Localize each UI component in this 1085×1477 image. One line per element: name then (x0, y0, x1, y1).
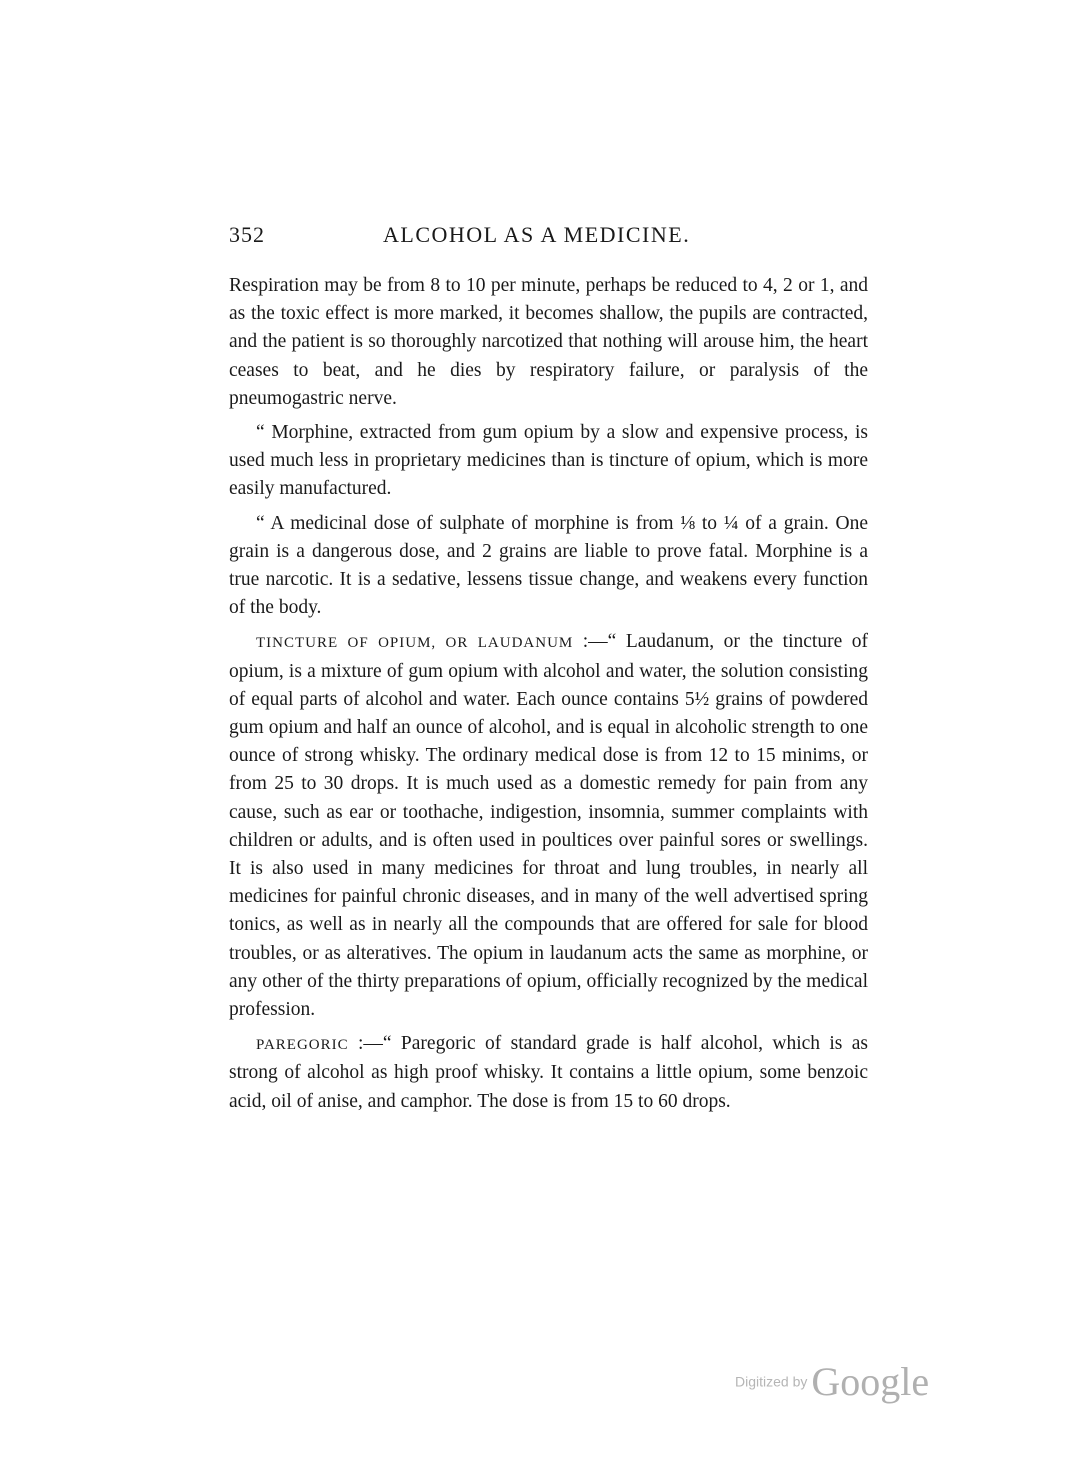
paragraph-laudanum (229, 628, 868, 1024)
chapter-title: ALCOHOL AS A MEDICINE. (383, 222, 691, 247)
paragraph-respiration (229, 272, 868, 413)
body-text (229, 272, 868, 1122)
digitized-label: Digitized by (735, 1373, 808, 1390)
running-head (229, 222, 869, 252)
paragraph-morphine (229, 419, 868, 504)
section-heading-paregoric: PAREGORIC (256, 1037, 349, 1054)
google-logo: Google (811, 1359, 930, 1404)
paragraph-text: “ Morphine, extracted from gum opium by a slow and expensive process, is used much less in proprietary medicines than is tincture of opium, which is more easily manufactured. (229, 422, 868, 500)
digitized-watermark (735, 1358, 965, 1408)
paragraph-text: “ A medicinal dose of sulphate of morphine is from ⅛ to ¼ of a grain. One grain is a dangerous dose, and 2 grains are liable to prove fatal. Morphine is a true narcotic. It is a sedative, lessens tissue change, and weakens every function of the body. (229, 512, 868, 619)
paragraph-text: Respiration may be from 8 to 10 per minute, perhaps be reduced to 4, 2 or 1, and as the toxic effect is more marked, it becomes shallow, the pupils are contracted, and the patient is so thoroughly narcotized that nothing will arouse him, the heart ceases to beat, and he dies by respiratory failure, or paralysis of the pneumogastric nerve. (229, 275, 868, 409)
paragraph-text: :—“ Laudanum, or the tincture of opium, is a mixture of gum opium with alcohol and water, the solution consisting of equal parts of alcohol and water. Each ounce contains 5½ grains of powdered gum opium and half an ounce of alcohol, and is equal in alcoholic strength to one ounce of strong whisky. The ordinary medical dose is from 12 to 15 minims, or from 25 to 30 drops. It is much used as a domestic remedy for pain from any cause, such as ear or toothache, indigestion, insomnia, summer complaints with children or adults, and is often used in poultices over painful sores or swellings. It is also used in many medicines for throat and lung troubles, in nearly all medicines for painful chronic diseases, and in many of the well advertised spring tonics, as well as in nearly all the compounds that are offered for sale for blood troubles, or as alteratives. The opium in laudanum acts the same as morphine, or any other of the thirty preparations of opium, officially recognized by the medical profession. (229, 631, 868, 1021)
paragraph-paregoric (229, 1030, 868, 1116)
paragraph-text: :—“ Paregoric of standard grade is half alcohol, which is as strong of alcohol as high proof whisky. It contains a little opium, some benzoic acid, oil of anise, and camphor. The dose is from 15 to 60 drops. (229, 1033, 868, 1112)
page-number: 352 (229, 222, 265, 247)
paragraph-dose (229, 510, 868, 623)
section-heading-laudanum: TINCTURE OF OPIUM, OR LAUDANUM (256, 635, 574, 652)
